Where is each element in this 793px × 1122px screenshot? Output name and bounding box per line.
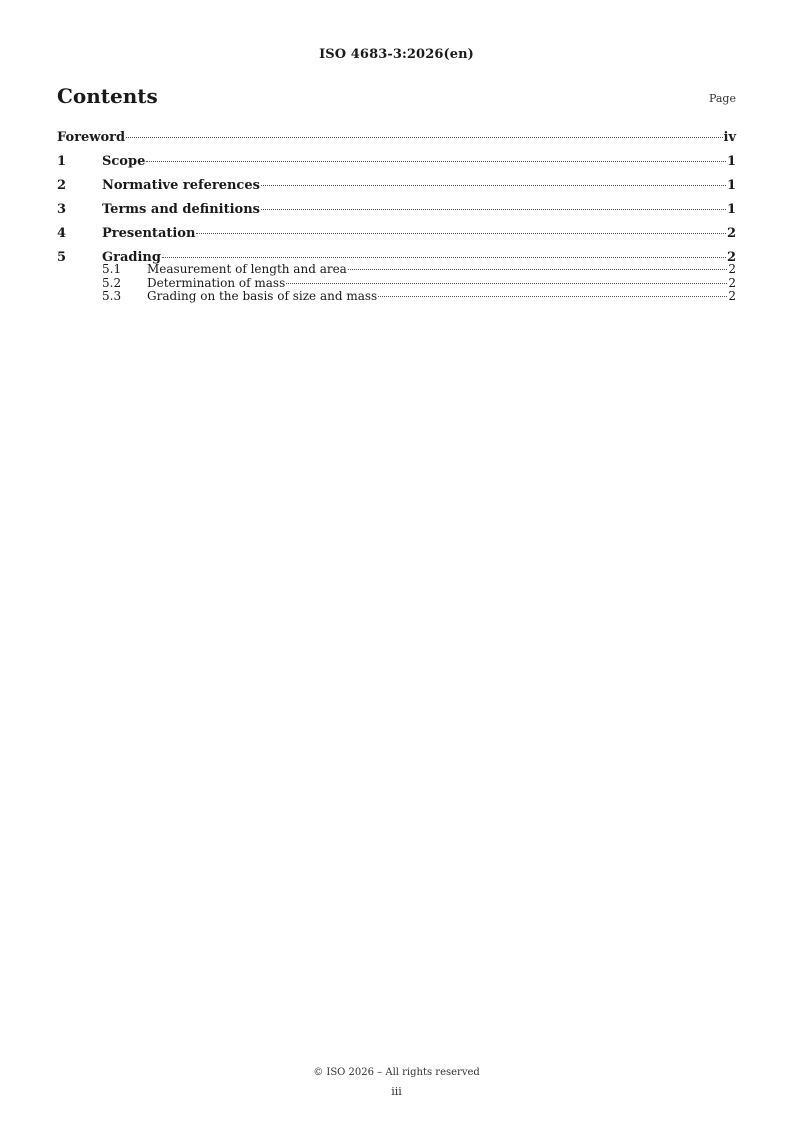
toc-subentry-number: 5.2 [102,275,122,290]
toc-entry-page: 1 [726,178,736,193]
toc-entry-grading[interactable] [57,249,736,263]
toc-entry-presentation[interactable] [57,225,736,249]
toc-entry-number: 3 [57,202,67,217]
toc-entry-page: 1 [726,202,736,217]
toc-entry-terms-and-definitions[interactable] [57,201,736,225]
toc-entry-page: 2 [726,226,736,241]
toc-subentry-title: Determination of mass [147,275,286,290]
toc-entry-number: 4 [57,226,67,241]
toc-entry-title: Terms and definitions [102,202,260,217]
table-of-contents [57,129,736,304]
copyright-notice: © ISO 2026 – All rights reserved [313,1067,480,1078]
toc-entry-page: 2 [726,250,736,265]
toc-subentry-title: Measurement of length and area [147,262,347,276]
dot-leader [378,296,727,297]
document-identifier: ISO 4683-3:2026(en) [319,47,474,62]
toc-entry-number: 5 [57,250,67,265]
toc-subentry-page: 2 [728,275,736,290]
dot-leader [146,161,726,162]
toc-subentry-page: 2 [728,262,736,276]
dot-leader [126,137,722,138]
toc-entry-page: iv [723,130,736,145]
dot-leader [162,257,726,258]
toc-subentry-number: 5.3 [102,289,122,303]
toc-entry-page: 1 [726,154,736,169]
toc-entry-title: Scope [102,154,146,169]
dot-leader [261,185,726,186]
dot-leader [286,283,727,284]
toc-entry-title: Grading [102,250,161,265]
toc-subentry-grading-basis[interactable] [57,290,736,304]
contents-heading: Contents [57,84,158,108]
dot-leader [261,209,726,210]
toc-subentry-title: Grading on the basis of size and mass [147,289,378,303]
toc-subentry-number: 5.1 [102,262,122,276]
toc-entry-scope[interactable] [57,153,736,177]
toc-subentry-mass[interactable] [57,277,736,291]
dot-leader [348,269,728,270]
dot-leader [196,233,726,234]
toc-entry-normative-references[interactable] [57,177,736,201]
page-column-label: Page [708,92,736,105]
toc-entry-number: 2 [57,178,67,193]
toc-entry-title: Normative references [102,178,260,193]
toc-entry-foreword[interactable] [57,129,736,153]
toc-entry-title: Foreword [57,130,126,145]
toc-subentry-page: 2 [728,289,736,303]
toc-entry-number: 1 [57,154,67,169]
toc-entry-title: Presentation [102,226,196,241]
toc-subentry-measurement[interactable] [57,263,736,277]
page-number: iii [391,1085,402,1098]
